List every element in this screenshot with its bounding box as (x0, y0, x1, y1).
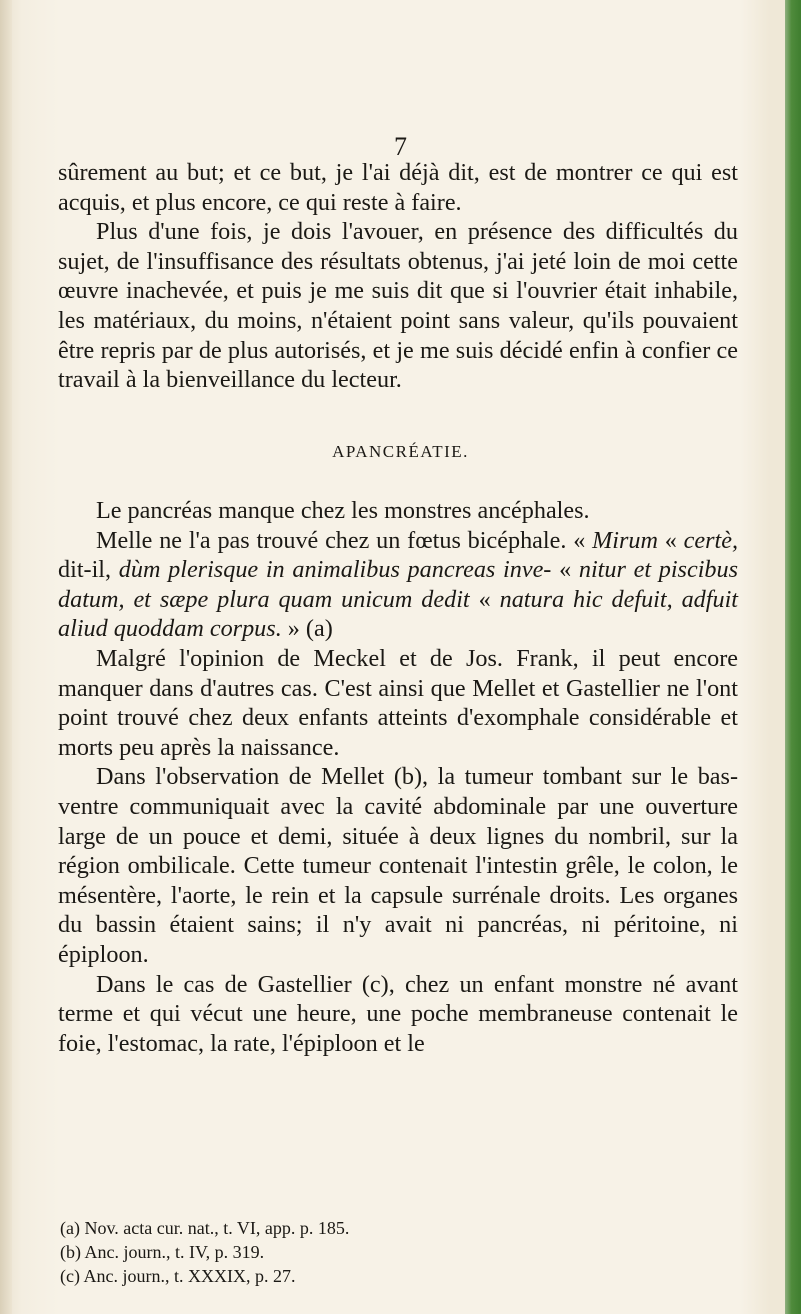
section-body (58, 496, 738, 1058)
p2-latin-5: natura hic defuit, adfuit aliud quoddam corpus. (58, 585, 739, 643)
page-number: 7 (394, 132, 407, 161)
p2-latin-3: dùm plerisque in animalibus pancreas inve- (118, 556, 552, 584)
footnote-b: (b) Anc. journ., t. IV, p. 319. (60, 1242, 265, 1262)
body-paragraph-3: Malgré l'opinion de Meckel et de Jos. Frank, il peut encore manquer dans d'autres cas. C'est ainsi que Mellet et Gastellier ne l'ont point trouvé chez deux enfants atteints d'exomphale considérable et morts peu après la naissance. (58, 644, 738, 761)
footnotes (60, 1216, 740, 1288)
p2-lead: Melle ne l'a pas trouvé chez un fœtus bicéphale. « (96, 526, 593, 554)
intro-paragraph-1: sûrement au but; et ce but, je l'ai déjà dit, est de montrer ce qui est acquis, et plus encore, ce qui reste à faire. (58, 159, 738, 216)
footnote-c: (c) Anc. journ., t. XXXIX, p. 27. (60, 1266, 296, 1286)
body-paragraph-2 (58, 526, 738, 644)
section-heading: APANCRÉATIE. (332, 442, 469, 461)
body-paragraph-5: Dans le cas de Gastellier (c), chez un enfant monstre né avant terme et qui vécut une heure, une poche membraneuse contenait le foie, l'estomac, la rate, l'épiploon et le (58, 970, 738, 1057)
p2-latin-2: certè, (683, 526, 738, 554)
intro-paragraph-2: Plus d'une fois, je dois l'avouer, en présence des difficultés du sujet, de l'insuffisance des résultats obtenus, j'ai jeté loin de moi cette œuvre inachevée, et puis je me suis dit que si l'ouvrier était inhabile, les matériaux, du moins, n'étaient point sans valeur, qu'ils pouvaient être repris par de plus autorisés, et je me suis décidé enfin à confier ce travail à la bienveillance du lecteur. (58, 218, 738, 394)
p2-quote-mark-3: « (478, 585, 500, 613)
p2-latin-4: nitur et piscibus datum, et sæpe plura quam unicum dedit (58, 556, 739, 613)
p2-quote-mark-2: « (559, 556, 579, 584)
footnote-a: (a) Nov. acta cur. nat., t. VI, app. p. 185. (60, 1218, 350, 1238)
page-right-edge (785, 0, 801, 1314)
p2-tail: » (a) (281, 615, 333, 643)
intro-text (58, 158, 738, 395)
page-left-edge (0, 0, 12, 1314)
p2-dit: dit-il, (58, 556, 119, 584)
body-paragraph-1: Le pancréas manque chez les monstres ancéphales. (96, 497, 590, 524)
p2-quote-mark-1: « (664, 526, 684, 554)
p2-latin-1: Mirum (592, 526, 658, 554)
body-paragraph-4: Dans l'observation de Mellet (b), la tumeur tombant sur le bas-ventre communiquait avec la cavité abdominale par une ouverture large de un pouce et demi, située à deux lignes du nombril, sur la région ombilicale. Cette tumeur contenait l'intestin grêle, le colon, le mésentère, l'aorte, le rein et la capsule surrénale droits. Les organes du bassin étaient sains; il n'y avait ni pancréas, ni péritoine, ni épiploon. (58, 763, 738, 968)
